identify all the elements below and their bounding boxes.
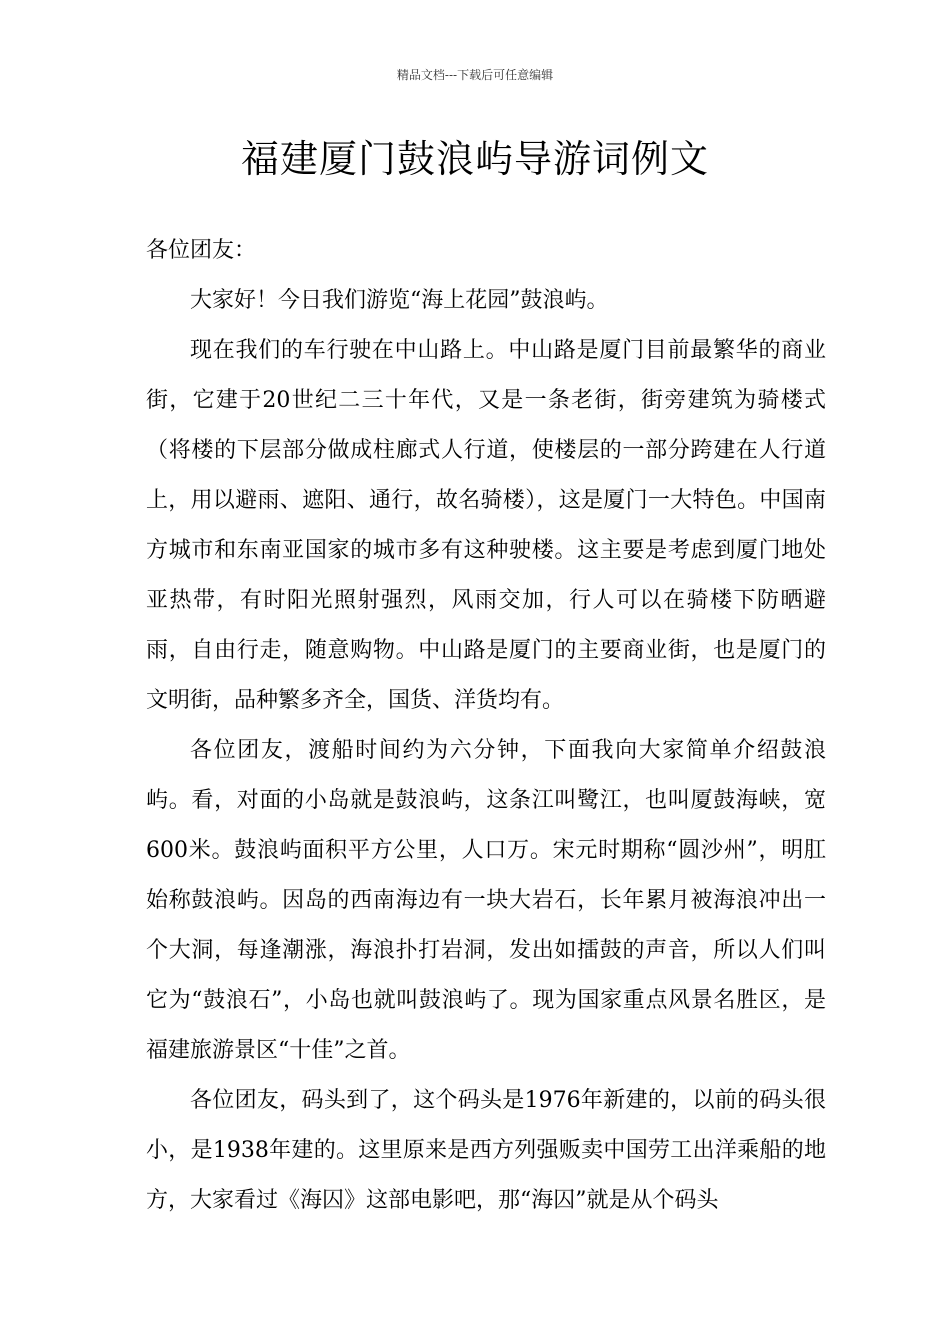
- page-header: 精品文档---下载后可任意编辑: [396, 68, 554, 82]
- paragraph-zhongshan-road: 现在我们的车行驶在中山路上。中山路是厦门目前最繁华的商业街，它建于20世纪二三十年代，又是一条老街，街旁建筑为骑楼式（将楼的下层部分做成柱廊式人行道，使楼层的一部分跨建在人行道上，用以避雨、遮阳、通行，故名骑楼），这是厦门一大特色。中国南方城市和东南亚国家的城市多有这种驶楼。这主要是考虑到厦门地处亚热带，有时阳光照射强烈，风雨交加，行人可以在骑楼下防晒避雨，自由行走，随意购物。中山路是厦门的主要商业街，也是厦门的文明街，品种繁多齐全，国货、洋货均有。: [146, 338, 826, 713]
- paragraph-gulangyu-intro: 各位团友，渡船时间约为六分钟，下面我向大家简单介绍鼓浪屿。看，对面的小岛就是鼓浪屿，这条江叫鹭江，也叫厦鼓海峡，宽600米。鼓浪屿面积平方公里，人口万。宋元时期称“圆沙州”，明肛始称鼓浪屿。因岛的西南海边有一块大岩石，长年累月被海浪冲出一个大洞，每逢潮涨，海浪扑打岩洞，发出如擂鼓的声音，所以人们叫它为“鼓浪石”，小岛也就叫鼓浪屿了。现为国家重点风景名胜区，是福建旅游景区“十佳”之首。: [146, 738, 826, 1063]
- paragraph-greeting: 大家好！今日我们游览“海上花园”鼓浪屿。: [190, 288, 609, 313]
- paragraph-pier: 各位团友，码头到了，这个码头是1976年新建的，以前的码头很小，是1938年建的。这里原来是西方列强贩卖中国劳工出洋乘船的地方，大家看过《海囚》这部电影吧，那“海囚”就是从个码头: [146, 1088, 826, 1213]
- document-body: [146, 226, 826, 1226]
- document-title: 福建厦门鼓浪屿导游词例文: [240, 137, 709, 181]
- salutation: 各位团友：: [146, 238, 257, 263]
